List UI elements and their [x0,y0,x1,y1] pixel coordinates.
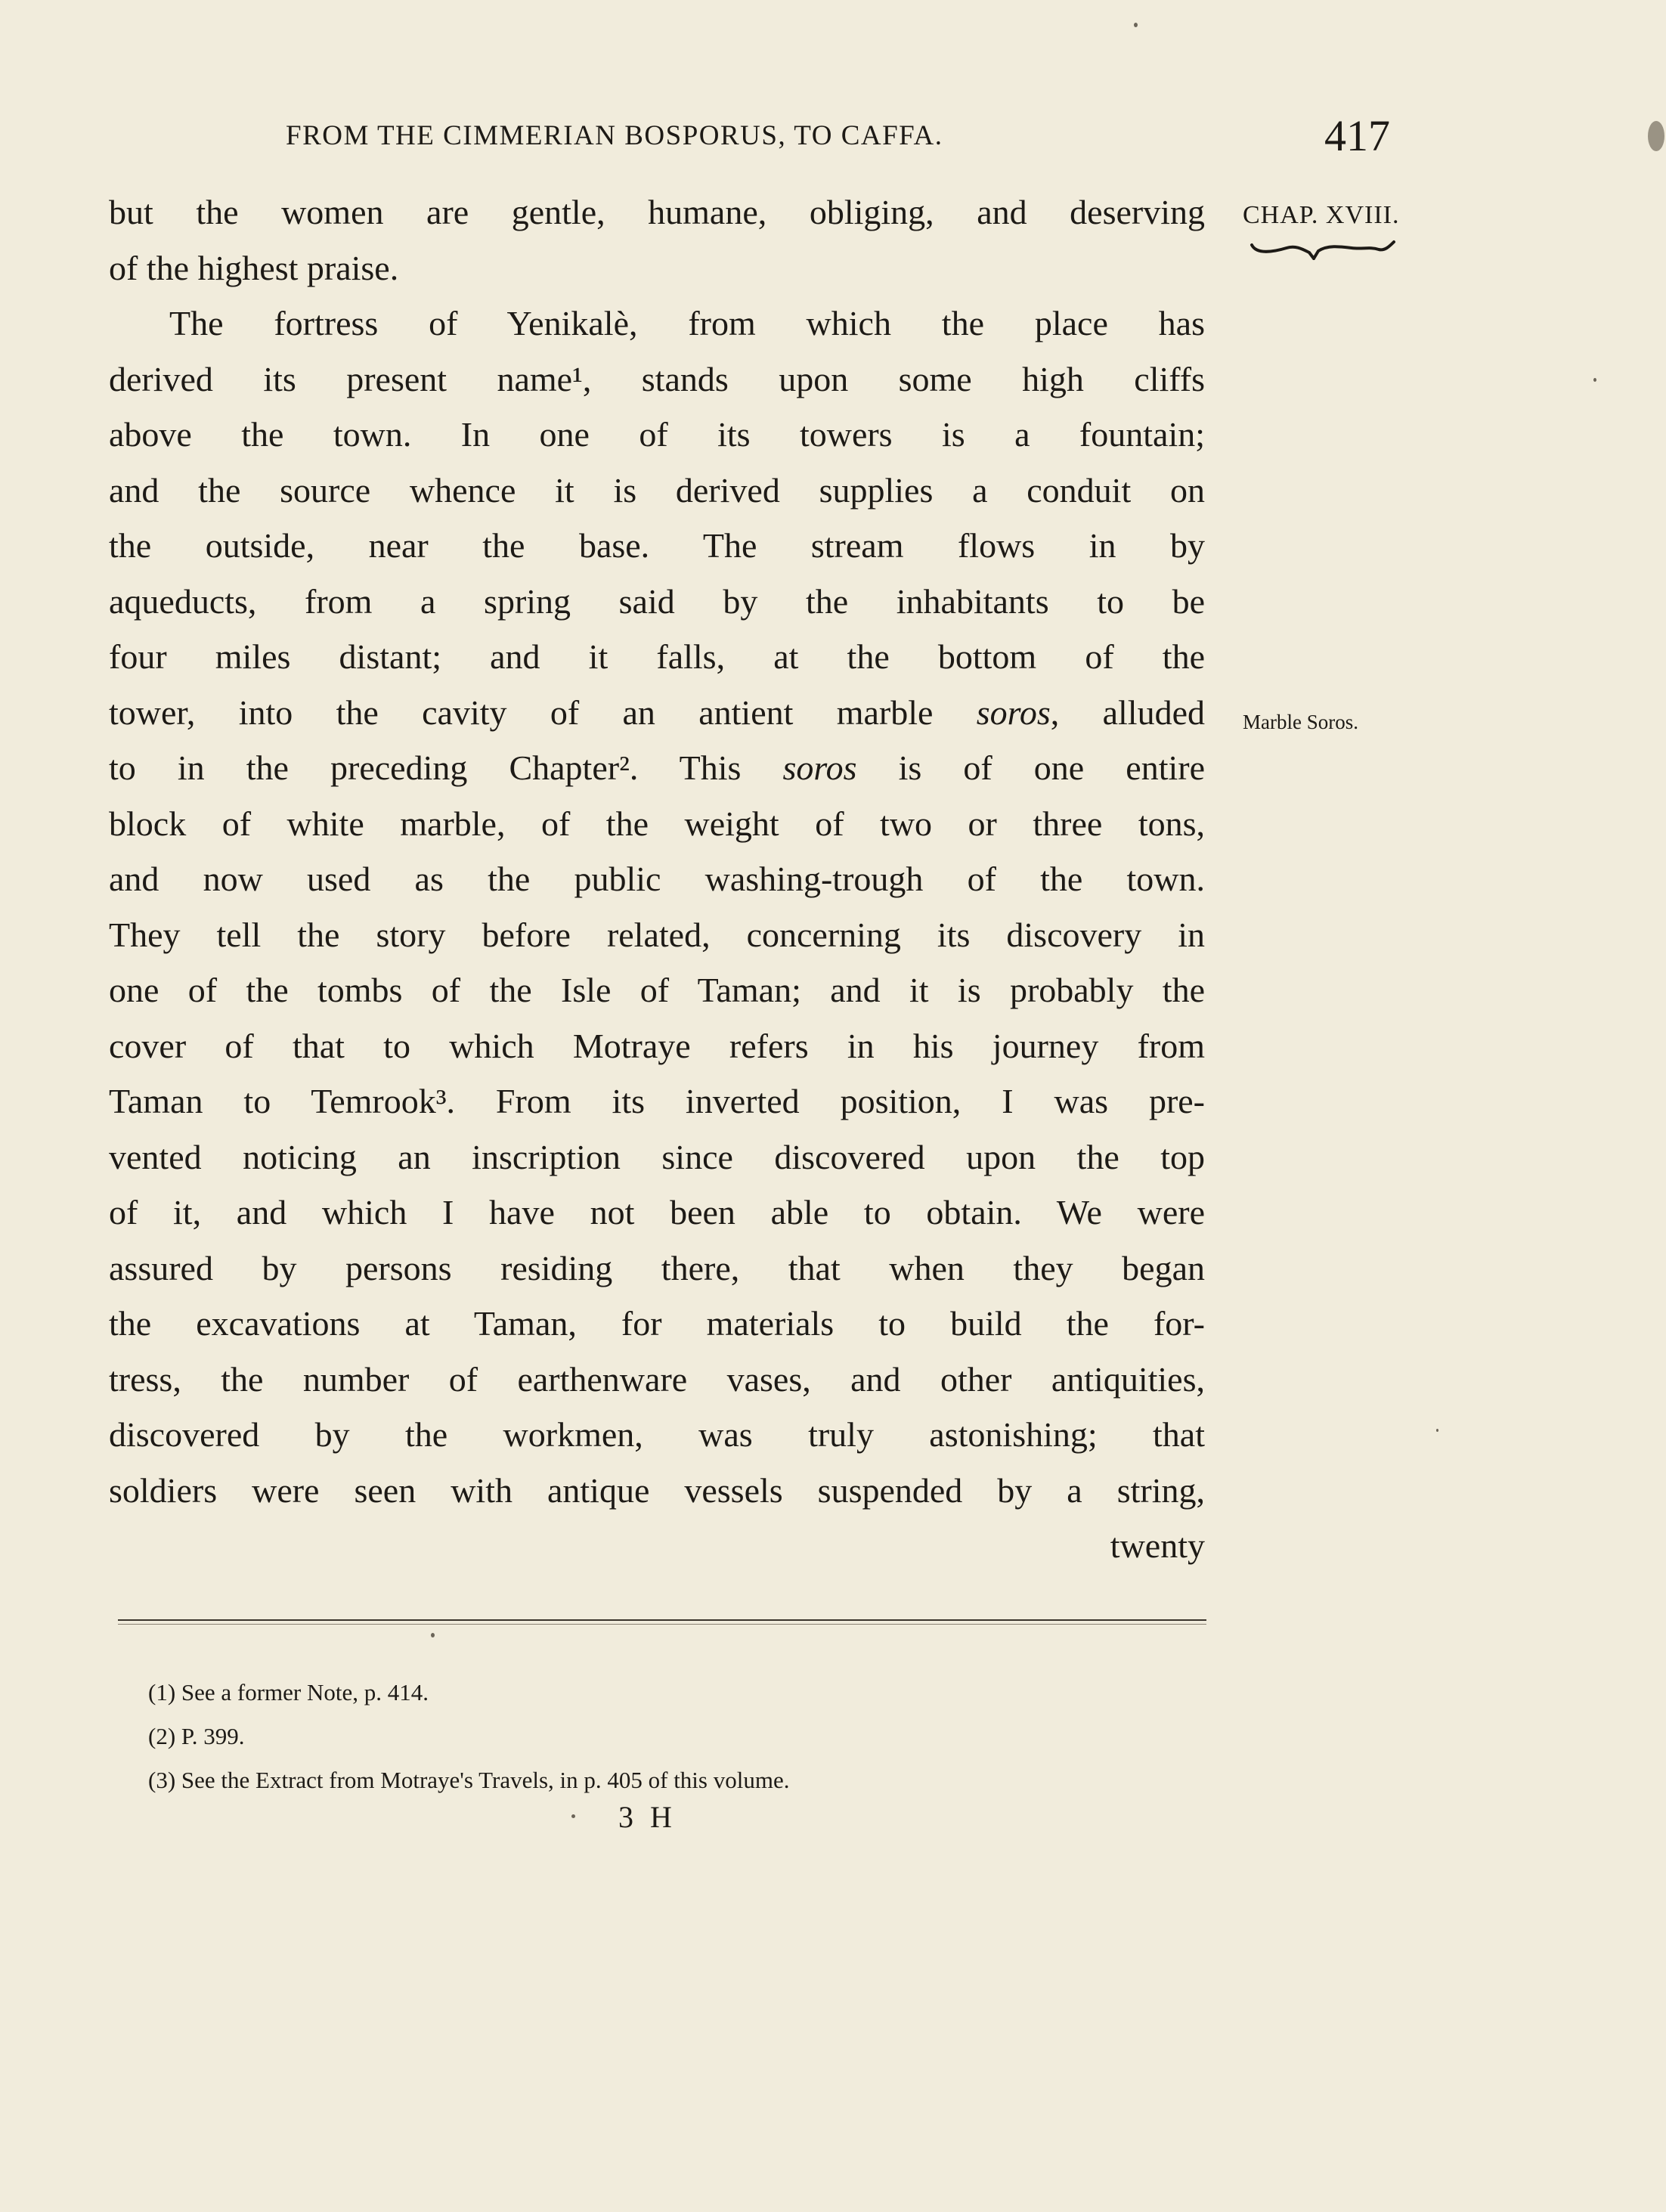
italic-soros: soros [782,748,857,787]
text-line: assured by persons residing there, that when they began [109,1248,1205,1287]
text-line: the excavations at Taman, for materials to build the for- [109,1304,1205,1343]
signature-mark: 3 H [618,1800,677,1834]
text-line [109,740,1205,796]
text-line: They tell the story before related, concerning its discovery in [109,915,1205,954]
footnote-rule-thin [118,1624,1206,1625]
italic-soros: soros [976,692,1051,732]
text-line: discovered by the workmen, was truly astonishing; that [109,1415,1205,1454]
catchword: twenty [1110,1526,1205,1565]
text-line: tress, the number of earthenware vases, and other antiquities, [109,1359,1205,1399]
soros-line-start: tower, into the cavity of an antient marble [109,692,977,732]
text-line: vented noticing an inscription since discovered upon the top [109,1137,1205,1176]
text-line: cover of that to which Motraye refers in his journey from [109,1026,1205,1065]
footnote: (3) See the Extract from Motraye's Travels, in p. 405 of this volume. [148,1767,790,1793]
text-line [109,685,1205,741]
chapter-line-start: to in the preceding Chapter². This [109,748,783,787]
text-line: the outside, near the base. The stream flows in by [109,526,1205,565]
text-line: of it, and which I have not been able to obtain. We were [109,1193,1205,1231]
text-line: block of white marble, of the weight of two or three tons, [109,804,1205,843]
text-line: derived its present name¹, stands upon some high cliffs [109,359,1205,398]
footnote: (2) P. 399. [148,1723,245,1749]
text-line: above the town. In one of its towers is a fountain; [109,415,1205,454]
footnotes [148,1671,789,1802]
text-line: and now used as the public washing-trough of the town. [109,860,1205,898]
footnote-rule [118,1619,1206,1621]
text-line: soldiers were seen with antique vessels suspended by a string, [109,1470,1205,1510]
text-line: but the women are gentle, humane, obliging, and deserving [109,193,1205,231]
flourish-ornament-icon [1249,239,1400,260]
text-line: one of the tombs of the Isle of Taman; and it is probably the [109,971,1205,1009]
margin-note: Marble Soros. [1243,711,1358,733]
body-text [109,184,1205,1574]
text-line: aqueducts, from a spring said by the inhabitants to be [109,581,1205,621]
running-head: FROM THE CIMMERIAN BOSPORUS, TO CAFFA. [286,120,943,151]
text-line: four miles distant; and it falls, at the bottom of the [109,637,1205,676]
chapter-label: CHAP. XVIII. [1243,201,1400,229]
footnote: (1) See a former Note, p. 414. [148,1679,429,1705]
text-line: of the highest praise. [109,248,399,287]
text-line: Taman to Temrook³. From its inverted position, I was pre- [109,1082,1205,1120]
page-number: 417 [1324,111,1390,160]
text-line: and the source whence it is derived supplies a conduit on [109,470,1205,510]
text-line: The fortress of Yenikalè, from which the place has [169,304,1205,342]
chapter-line-end: is of one entire [856,748,1205,787]
soros-line-end: , alluded [1050,692,1205,732]
